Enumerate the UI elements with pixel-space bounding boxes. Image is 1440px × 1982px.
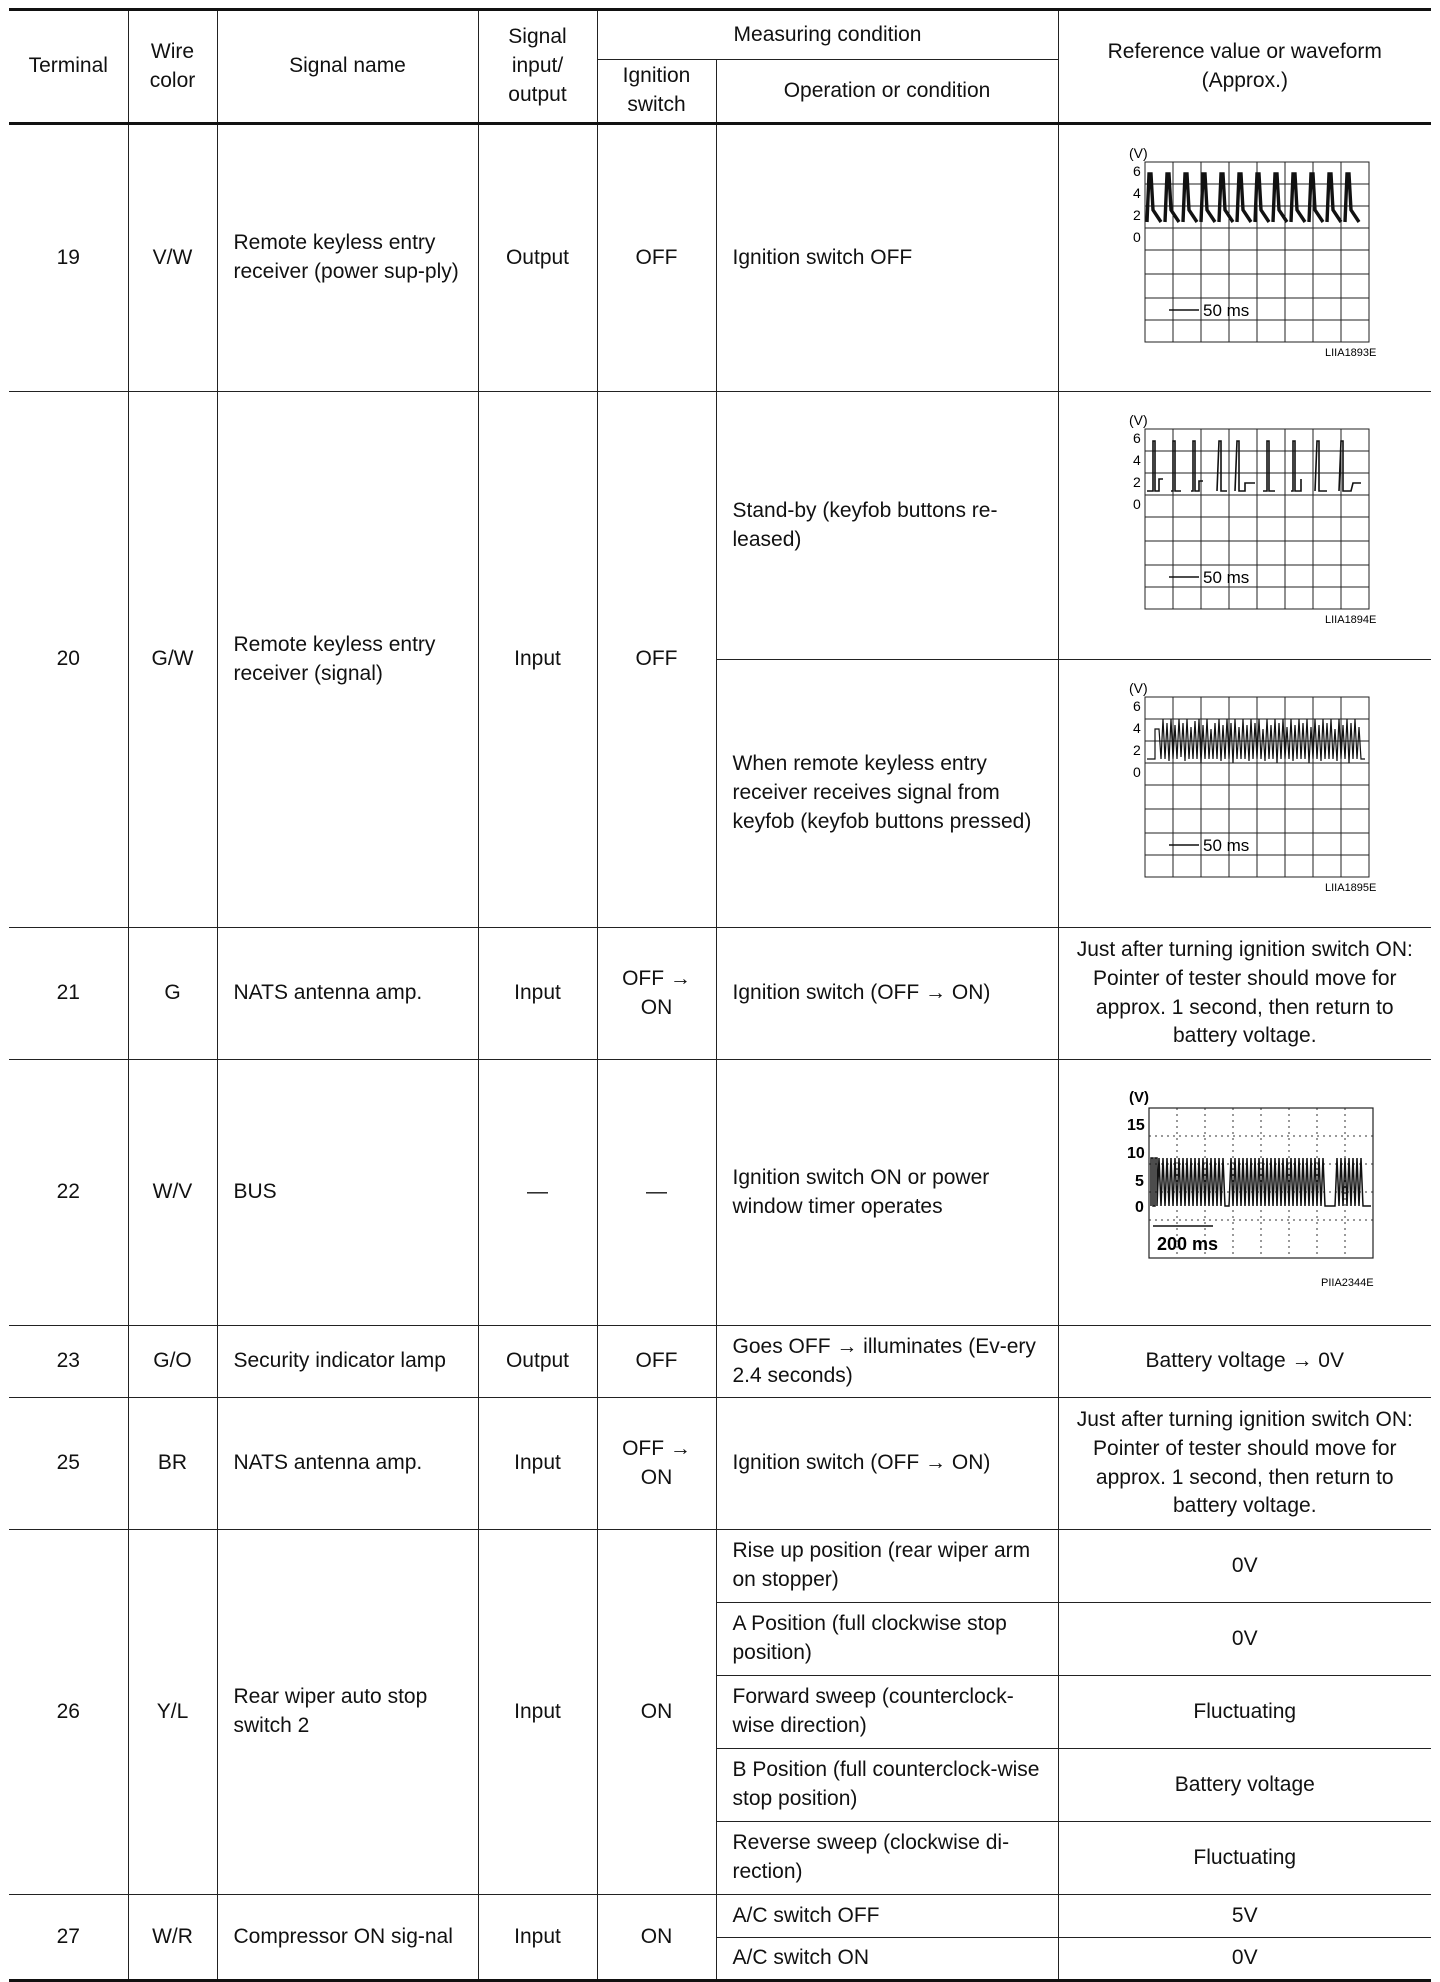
waveform-20-pressed: [1095, 679, 1395, 899]
condition-cell: A/C switch OFF: [716, 1895, 1058, 1938]
wire-color-cell: G/O: [128, 1326, 217, 1398]
signal-io-cell: —: [478, 1060, 597, 1326]
reference-cell: Fluctuating: [1058, 1676, 1431, 1749]
ignition-cell: ON: [597, 1530, 716, 1895]
signal-name-cell: Remote keyless entry receiver (power sup-ply): [217, 124, 478, 392]
condition-cell: Ignition switch OFF: [716, 124, 1058, 392]
reference-cell: 0V: [1058, 1603, 1431, 1676]
signal-name-cell: NATS antenna amp.: [217, 928, 478, 1060]
wf22-tick-0: 15: [1126, 1117, 1145, 1135]
condition-cell: Stand-by (keyfob buttons re-leased): [716, 392, 1058, 660]
wf19-tick-2: 2: [1132, 206, 1141, 223]
waveform-cell: [1058, 124, 1431, 392]
wire-color-cell: V/W: [128, 124, 217, 392]
ignition-cell: OFF: [597, 124, 716, 392]
waveform-19: [1095, 144, 1395, 364]
condition-cell: Forward sweep (counterclock-wise direction): [716, 1676, 1058, 1749]
header-measuring-condition: Measuring condition: [597, 10, 1058, 60]
wire-color-cell: G: [128, 928, 217, 1060]
wire-color-cell: W/R: [128, 1895, 217, 1981]
header-reference: Reference value or waveform (Approx.): [1058, 10, 1431, 124]
header-ignition-switch: Ignition switch: [597, 60, 716, 124]
wire-color-cell: Y/L: [128, 1530, 217, 1895]
reference-cell: Just after turning ignition switch ON: Pointer of tester should move for approx. 1 second, then return to battery voltage.: [1058, 1398, 1431, 1530]
wf20b-tick-0: 6: [1132, 698, 1141, 715]
wf19-tick-0: 6: [1132, 162, 1141, 179]
wf20a-tick-1: 4: [1132, 452, 1141, 469]
wf20b-code: LIIA1895E: [1324, 882, 1377, 895]
signal-io-cell: Input: [478, 1398, 597, 1530]
reference-cell: Just after turning ignition switch ON: Pointer of tester should move for approx. 1 second, then return to battery voltage.: [1058, 928, 1431, 1060]
signal-name-cell: Rear wiper auto stop switch 2: [217, 1530, 478, 1895]
ignition-cell: OFF → ON: [597, 1398, 716, 1530]
signal-io-cell: Input: [478, 1530, 597, 1895]
table-row: [9, 1530, 1431, 1603]
condition-cell: B Position (full counterclock-wise stop position): [716, 1749, 1058, 1822]
condition-cell: Reverse sweep (clockwise di-rection): [716, 1822, 1058, 1895]
condition-cell: Ignition switch (OFF → ON): [716, 928, 1058, 1060]
reference-cell: Fluctuating: [1058, 1822, 1431, 1895]
header-operation: Operation or condition: [716, 60, 1058, 124]
signal-name-cell: Security indicator lamp: [217, 1326, 478, 1398]
waveform-22: [1095, 1078, 1395, 1298]
signal-name-cell: Remote keyless entry receiver (signal): [217, 392, 478, 928]
header-signal-io: Signal input/ output: [478, 10, 597, 124]
waveform-cell: [1058, 1060, 1431, 1326]
ignition-cell: —: [597, 1060, 716, 1326]
terminal-cell: 23: [9, 1326, 128, 1398]
waveform-20-standby: [1095, 411, 1395, 631]
wf20a-unit: (V): [1128, 412, 1148, 429]
terminal-cell: 22: [9, 1060, 128, 1326]
header-wire-color: Wire color: [128, 10, 217, 124]
reference-cell: Battery voltage: [1058, 1749, 1431, 1822]
terminal-reference-table-container: [9, 8, 1431, 1968]
terminal-cell: 19: [9, 124, 128, 392]
waveform-cell: [1058, 660, 1431, 928]
table-row: [9, 1326, 1431, 1398]
condition-cell: A Position (full clockwise stop position): [716, 1603, 1058, 1676]
ignition-cell: OFF: [597, 1326, 716, 1398]
wf22-code: PIIA2344E: [1320, 1277, 1374, 1290]
signal-io-cell: Input: [478, 392, 597, 928]
header-row-1: [9, 10, 1431, 60]
reference-cell: 0V: [1058, 1938, 1431, 1981]
wf20a-tick-2: 2: [1132, 474, 1141, 491]
terminal-cell: 26: [9, 1530, 128, 1895]
table-row: [9, 392, 1431, 660]
wf20a-tick-3: 0: [1132, 496, 1141, 513]
wf20b-tick-2: 2: [1132, 742, 1141, 759]
wf19-unit: (V): [1128, 144, 1148, 161]
signal-io-cell: Input: [478, 1895, 597, 1981]
wf20b-tick-1: 4: [1132, 720, 1141, 737]
wf20a-code: LIIA1894E: [1324, 614, 1377, 627]
condition-cell: When remote keyless entry receiver receives signal from keyfob (keyfob buttons pressed): [716, 660, 1058, 928]
terminal-cell: 27: [9, 1895, 128, 1981]
wf20b-time: 50 ms: [1202, 836, 1250, 856]
reference-cell: 0V: [1058, 1530, 1431, 1603]
reference-cell: Battery voltage → 0V: [1058, 1326, 1431, 1398]
header-terminal: Terminal: [9, 10, 128, 124]
wf20a-time: 50 ms: [1202, 568, 1250, 588]
terminal-cell: 20: [9, 392, 128, 928]
signal-io-cell: Input: [478, 928, 597, 1060]
table-row: [9, 124, 1431, 392]
terminal-reference-table: [9, 8, 1431, 1982]
wire-color-cell: G/W: [128, 392, 217, 928]
wire-color-cell: W/V: [128, 1060, 217, 1326]
header-signal-name: Signal name: [217, 10, 478, 124]
wf20b-unit: (V): [1128, 680, 1148, 697]
wf19-tick-3: 0: [1132, 228, 1141, 245]
table-row: [9, 928, 1431, 1060]
wf22-tick-1: 10: [1126, 1145, 1145, 1163]
terminal-cell: 21: [9, 928, 128, 1060]
table-row: [9, 1895, 1431, 1938]
waveform-cell: [1058, 392, 1431, 660]
reference-cell: 5V: [1058, 1895, 1431, 1938]
condition-cell: A/C switch ON: [716, 1938, 1058, 1981]
ignition-cell: OFF: [597, 392, 716, 928]
condition-cell: Rise up position (rear wiper arm on stopper): [716, 1530, 1058, 1603]
wf19-time: 50 ms: [1202, 300, 1250, 320]
terminal-cell: 25: [9, 1398, 128, 1530]
wf20a-tick-0: 6: [1132, 430, 1141, 447]
wire-color-cell: BR: [128, 1398, 217, 1530]
signal-name-cell: BUS: [217, 1060, 478, 1326]
condition-cell: Ignition switch (OFF → ON): [716, 1398, 1058, 1530]
wf22-tick-3: 0: [1134, 1199, 1144, 1217]
table-row: [9, 1060, 1431, 1326]
wf20b-tick-3: 0: [1132, 764, 1141, 781]
signal-io-cell: Output: [478, 124, 597, 392]
wf22-time: 200 ms: [1156, 1234, 1218, 1255]
signal-name-cell: Compressor ON sig-nal: [217, 1895, 478, 1981]
signal-name-cell: NATS antenna amp.: [217, 1398, 478, 1530]
table-row: [9, 1398, 1431, 1530]
condition-cell: Goes OFF → illuminates (Ev-ery 2.4 seconds): [716, 1326, 1058, 1398]
wf19-code: LIIA1893E: [1324, 346, 1377, 359]
wf22-tick-2: 5: [1134, 1173, 1144, 1191]
ignition-cell: ON: [597, 1895, 716, 1981]
wf19-tick-1: 4: [1132, 184, 1141, 201]
signal-io-cell: Output: [478, 1326, 597, 1398]
ignition-cell: OFF → ON: [597, 928, 716, 1060]
condition-cell: Ignition switch ON or power window timer operates: [716, 1060, 1058, 1326]
wf22-unit: (V): [1128, 1089, 1149, 1107]
